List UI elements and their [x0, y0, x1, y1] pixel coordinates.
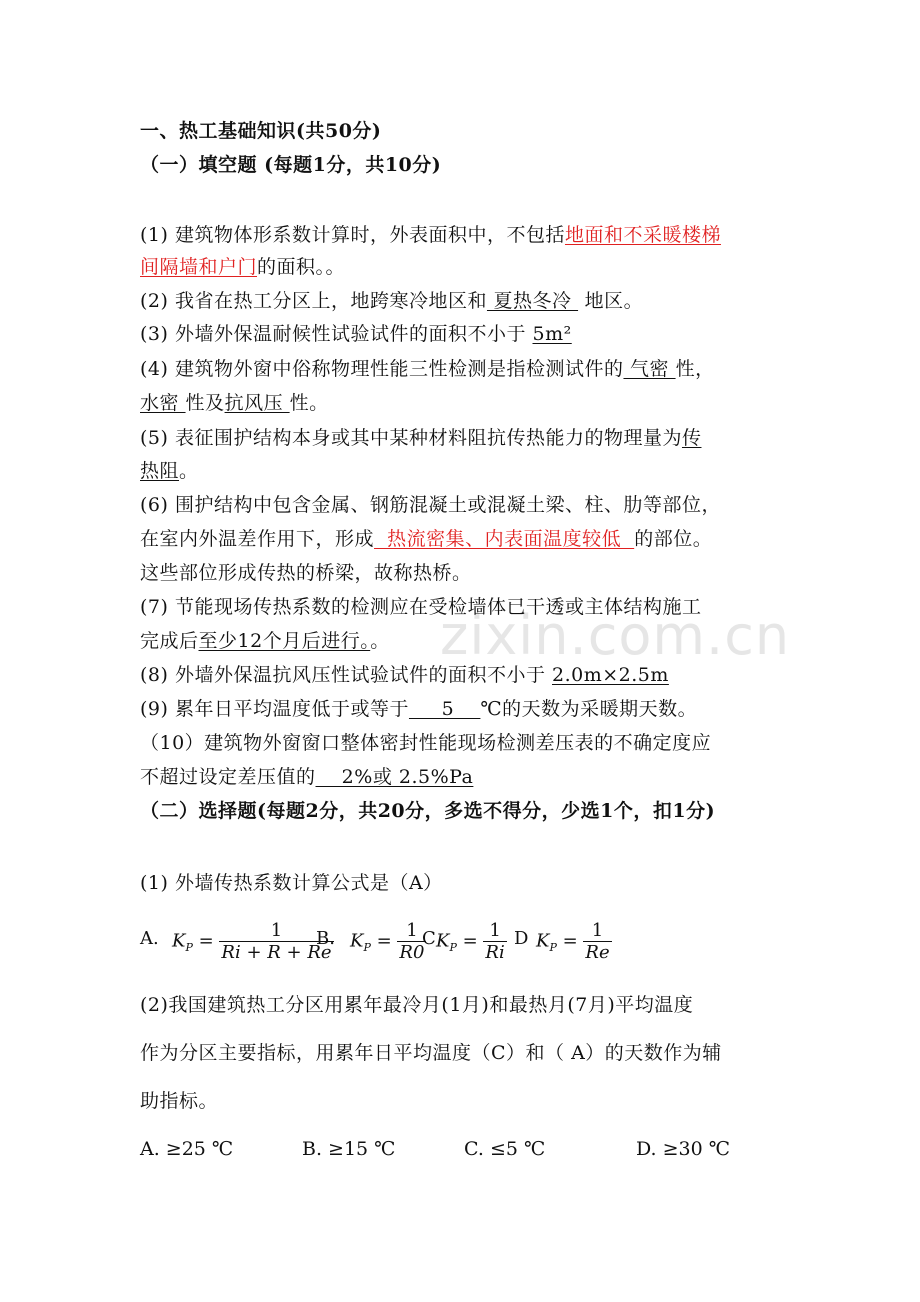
- q9-text: (9) 累年日平均温度低于或等于: [140, 698, 409, 720]
- c1-b-num: 1: [406, 920, 418, 941]
- c1-a-ksub: P: [185, 941, 193, 955]
- c1-option-c-formula: [436, 920, 507, 963]
- q7-text-end: 。: [370, 630, 390, 652]
- c2-line1: (2)我国建筑热工分区用累年最冷月(1月)和最热月(7月)平均温度: [140, 994, 694, 1016]
- q1-text: (1) 建筑物体形系数计算时，外表面积中，不包括: [140, 224, 565, 246]
- watermark: zixin.com.cn: [440, 604, 791, 667]
- c1-d-fraction: [583, 920, 611, 963]
- c1-b-eq: =: [376, 930, 392, 952]
- q7-text: 完成后: [140, 630, 199, 652]
- section-title: 一、热工基础知识(共50分): [140, 120, 382, 142]
- q4-line2: [140, 390, 329, 416]
- c1-a-num: 1: [270, 920, 283, 941]
- c1-stem: (1) 外墙传热系数计算公式是（A）: [140, 872, 443, 894]
- c1-b-ksub: P: [363, 941, 371, 955]
- q4-text: (4) 建筑物外窗中俗称物理性能三性检测是指检测试件的: [140, 358, 624, 380]
- q5-line1: [140, 425, 701, 451]
- q6-text: 在室内外温差作用下，形成: [140, 528, 375, 550]
- part2-title: （二）选择题(每题2分，共20分，多选不得分，少选1个，扣1分): [140, 800, 716, 822]
- c1-option-b-formula: [350, 920, 426, 963]
- q5-answer-a: 传: [681, 427, 702, 449]
- q6-answer: 热流密集、内表面温度较低: [374, 528, 635, 550]
- q1-text-end: 的面积。。: [257, 256, 346, 278]
- q4-answer-2: 水密: [140, 392, 186, 414]
- q4-answer-1: 气密: [623, 358, 676, 380]
- c1-c-num: 1: [489, 920, 501, 941]
- c2-option-c: C. ≤5 ℃: [464, 1138, 546, 1160]
- q3-text: (3) 外墙外保温耐候性试验试件的面积不小于: [140, 323, 533, 345]
- c1-d-num: 1: [591, 920, 604, 941]
- q6-line2: [140, 526, 712, 552]
- q7-line1: (7) 节能现场传热系数的检测应在受检墙体已干透或主体结构施工: [140, 596, 702, 618]
- q1-line1: [140, 222, 721, 248]
- c2-line3: 助指标。: [140, 1090, 219, 1112]
- c1-a-k: K: [172, 930, 186, 952]
- q5-text: (5) 表征围护结构本身或其中某种材料阻抗传热能力的物理量为: [140, 427, 682, 449]
- c1-a-eq: =: [198, 930, 214, 952]
- q2-text: (2) 我省在热工分区上，地跨寒冷地区和: [140, 290, 487, 312]
- q1-answer-a: 地面和不采暖楼梯: [564, 224, 721, 246]
- c1-c-eq: =: [462, 930, 478, 952]
- q3-answer: 5m²: [532, 323, 572, 345]
- q7-line2: [140, 628, 390, 654]
- q6-line1: (6) 围护结构中包含金属、钢筋混凝土或混凝土梁、柱、肋等部位，: [140, 494, 721, 516]
- part1-title: （一）填空题 (每题1分，共10分): [140, 154, 442, 176]
- q4-text-mid2: 性及: [185, 392, 225, 414]
- q6-text-end: 的部位。: [634, 528, 713, 550]
- c2-option-d: D. ≥30 ℃: [636, 1138, 731, 1160]
- c1-c-den: Ri: [485, 942, 505, 963]
- c1-d-eq: =: [562, 930, 578, 952]
- q4-text-mid1: 性，: [675, 358, 715, 380]
- q6-line3: 这些部位形成传热的桥梁，故称热桥。: [140, 562, 472, 584]
- c2-option-a: A. ≥25 ℃: [140, 1138, 234, 1160]
- c1-a-den: Ri + R + Re: [221, 942, 332, 963]
- q1-answer-b: 间隔墙和户门: [140, 256, 258, 278]
- q10-line1: （10）建筑物外窗窗口整体密封性能现场检测差压表的不确定度应: [140, 732, 712, 754]
- q9-answer: 5: [408, 698, 481, 720]
- c1-option-c-label: C: [422, 928, 436, 949]
- q4-line1: [140, 356, 715, 382]
- q9-line: [140, 696, 697, 722]
- c1-c-ksub: P: [449, 941, 457, 955]
- c1-option-b-label: B.: [316, 928, 335, 949]
- q10-line2: [140, 764, 473, 790]
- c2-line2: 作为分区主要指标，用累年日平均温度（C）和（ A）的天数作为辅: [140, 1042, 722, 1064]
- q2-line: [140, 288, 643, 314]
- c1-d-den: Re: [585, 942, 610, 963]
- c2-option-b: B. ≥15 ℃: [302, 1138, 396, 1160]
- c1-option-d-label: D: [514, 928, 529, 949]
- q5-text-end: 。: [179, 460, 199, 482]
- c1-option-a-label: A.: [140, 928, 159, 949]
- q10-text: 不超过设定差压值的: [140, 766, 316, 788]
- c1-b-k: K: [350, 930, 364, 952]
- q5-answer-b: 热阻: [140, 460, 180, 482]
- q1-line2: [140, 254, 345, 280]
- c1-c-fraction: [483, 920, 506, 963]
- c1-c-k: K: [436, 930, 450, 952]
- q7-answer: 至少12个月后进行。: [198, 630, 371, 652]
- q8-answer: 2.0m×2.5m: [552, 664, 669, 686]
- q2-answer: 夏热冬冷: [486, 290, 579, 312]
- q8-line: [140, 662, 669, 688]
- q4-answer-3: 抗风压: [224, 392, 290, 414]
- q2-text-end: 地区。: [578, 290, 644, 312]
- q5-line2: [140, 458, 199, 484]
- c1-d-ksub: P: [549, 941, 557, 955]
- q8-text: (8) 外墙外保温抗风压性试验试件的面积不小于: [140, 664, 552, 686]
- c1-option-d-formula: [536, 920, 612, 963]
- q3-line: [140, 321, 572, 347]
- c1-d-k: K: [536, 930, 550, 952]
- q9-text-end: ℃的天数为采暖期天数。: [480, 698, 698, 720]
- c1-option-a-formula: [172, 920, 334, 963]
- q10-answer: 2%或 2.5%Pa: [315, 766, 474, 788]
- q4-text-end: 性。: [289, 392, 329, 414]
- c1-b-den: R0: [399, 942, 425, 963]
